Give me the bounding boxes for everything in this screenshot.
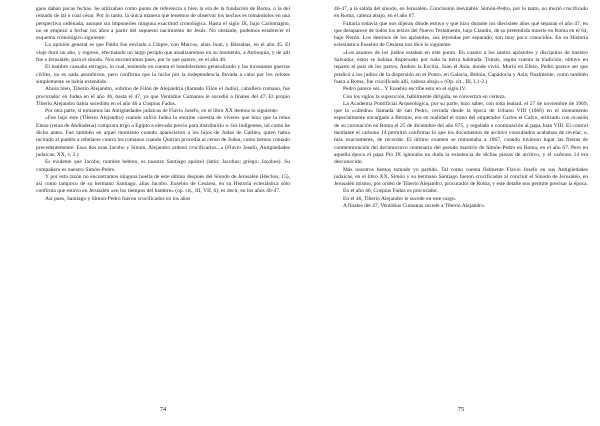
paragraph: Más nosotros hemos tomado yo partido. Tal como cuenta fielmente Flavio Josefo en sus Antigüedades judaicas, en el libro XX, Simón y su hermano Santiago fueron crucificados al concluir el Sínodo de Jerusalén, en Jerusalén mismo, por orden de Tiberio Alejandro, procurador de Roma, y este detalle nos permite precisar la época. — [334, 166, 588, 188]
paragraph: Faltaría todavía que nos dijeran dónde estuvo y qué hizo durante los diecisiete años que separan el año 47, en que desaparece de todos los textos del Nuevo Testamento, bajo Claudio, de su pretendida muerte en Roma en el 64, bajo Nerón. Los destinos de los apóstoles, sus leyendas por separado, son muy poco conocidos. En su Historia eclesiástica Eusebio de Cesárea nos dice lo siguiente: — [334, 20, 588, 49]
paragraph: En el 46, Tiberio Alejandro le sucede en este cargo. — [343, 195, 457, 202]
paragraph: Por otra parte, si tomamos las Antigüedades judaicas de Flavio Josefo, en el libro XX leemos lo siguiente: — [45, 108, 279, 115]
quotation-paragraph: «Los asuntos de los judíos estaban en este punto. En cuanto a los santos apóstoles y discípulos de nuestro Salvador, éstos se habían dispersado por toda la tierra habitada. Tomás, según cuenta la tradición, obtuvo en reparto el país de los partos, Andrés la Escitia, Juan el Asia, donde vivió. Murió en Efeso. Pedro parece ser que predicó a los judíos de la dispersión en el Ponto, en Galacia, Bitinia, Capadocia y Asia; finalmente, como también fuera a Roma, fue crucificado allí, cabeza abajo.» (Op. cit., III, I,1-2.) — [334, 49, 588, 85]
paragraph: Con los siglos la suposición, hábilmente dirigida, se convertirá en certeza. — [343, 93, 506, 100]
right-page — [334, 6, 588, 210]
paragraph: Es evidente que Jacobo, nombre hebreo, es nuestro Santiago apóstol (latín: Jacobus; griego: Jacobos). Su compañero es nuestro Simón-Pedro. — [36, 159, 290, 173]
quotation-paragraph: «Fue bajo éste (Tiberio Alejandro) cuando sufrió Judea la enorme carestía de víveres que hizo que la reina Elena (reina de Abdiadena) comprara trigo a Egipto a elevado precio para distribuirlo a -los indigentes, tal como he dicho antes. Fue también en aquel momento cuando aparecieron a los hijos de Judas de Galilea, quien había incitado al pueblo a rebelarse contra los romanos cuando Quirino procedía al censo de Judea, como hemos contado precedentemente. Esos dos eran Jacobo y Simón. Alejandro ordenó crucificarlos...» (Flavio Josefo, Antigüedades judaicas, XX, v, 2.) — [36, 115, 290, 158]
paragraph: La Academia Pontificial Arqueológica, por su parte, hizo saber, con toda lealtad, el 27 de noviembre de 1969, que la «cátedra» llamada de san Pedro, cerrada desde la época de Urbano VIII (1666) en el monumento especialmente encargado a Bernini, era en realidad el trono del emperador Carlos el Calvo, utilizado con ocasión de su coronación en Roma el 25 de diciembre del año 875, y regalado a continuación al papa Juan VIII. El control mediante el carbono 14 permitió confirmar lo que los documentos de archivo consultados acababan de revelar, o, más exactamente, de recordar. El último examen se remontaba a 1867, cuando tuvieron lugar las fiestas de conmemoración del decimoctavo centenario del pseudo martirio de Simón-Pedro en Roma, en el año 67. Pero en aquella época el papa Pío IX ignoraba un duda la existencia de dichas piezas de archivo, y el carbono 14 era desconocido. — [334, 100, 588, 166]
page-number-left: 74 — [159, 406, 167, 413]
paragraph: Así pues, Santiago y Simón-Pedro fueron crucificados en los años — [45, 195, 191, 202]
paragraph: El hambre causaba estragos, lo cual, teniendo en cuenta el bandolerismo generalizado y las incesantes guerras civiles, no es nada asombroso, pero confirma que la lucha por la independencia llevada a cabo por los celotes simplemente se había extendido. — [36, 64, 290, 85]
page-number-right: 75 — [457, 406, 465, 413]
paragraph: La opinión general es que Pablo fue enviado a Chipre, con Marcos, alias Juan, y Bársabas, en el año 45. El viaje duró un año, y regresó, efectuando un largo periplo que atualizaremos en su momento, a Antioquía, y de allí fue a Jerusalén, para el sínodo. Nos encontramos pues, por lo que parece, en el año 46. — [36, 42, 290, 64]
paragraph: Ahora bien, Tiberio Alejandro, sobrino de Filón de Alejandría (llamado Filón el Judío), caballero romano, fue procurador en Judea en el año 46, hasta el 47, ya que Ventidius Cumanus le sucedió a finales del 47. El propio Tiberio Alejandro había sucedido en el año 46 a Cuspius Fadus. — [36, 86, 290, 107]
paragraph: 46-47, a la salida del sínodo, en Jerusalén. Conclusión inevitable: Simón-Pedro, por lo tanto, no murió crucificado en Roma, cabeza abajo, en el año 67. — [334, 6, 588, 20]
paragraph: gaos daban pocas fechas. Se utilizaban como punto de referencia o bien la era de la fundación de Roma, o la del reinado de tal o cual césar. Por lo tanto, la única manera que tenemos de observar los hechos es tomándolos en una perspectiva ordenada, aunque sin imponerles ninguna exactitud cronológica. Hasta el siglo IX, bajo Carlomagno, no se empezó a fechar los años a partir del supuesto nacimiento de Jesús. No obstante, podemos establecer el esquema cronológico siguiente: — [36, 6, 290, 42]
paragraph: Pedro parece ser... Y Eusebio escribe esto en el siglo IV. — [343, 86, 467, 93]
paragraph: A finales del 47, Ventidius Cumanus sucede a Tiberio Alejandro. — [343, 203, 486, 210]
paragraph: En el año 46, Cuspius Fadus es procurador. — [343, 188, 439, 195]
paragraph: Y por esta razón no encontramos ninguna huella de este último después del Sínodo de Jerusalén (Hechos, 15), así como tampoco de su hermano Santiago, alias Jacobo. Eusebio de Cesárea, en su Historia eclesiástica sólo confirma que estuvo en Jerusalén «en los tiempos del hambre» (op. cit., III, VII, 6), es decir, en los años 46-47. — [36, 173, 290, 195]
left-page — [36, 6, 290, 203]
